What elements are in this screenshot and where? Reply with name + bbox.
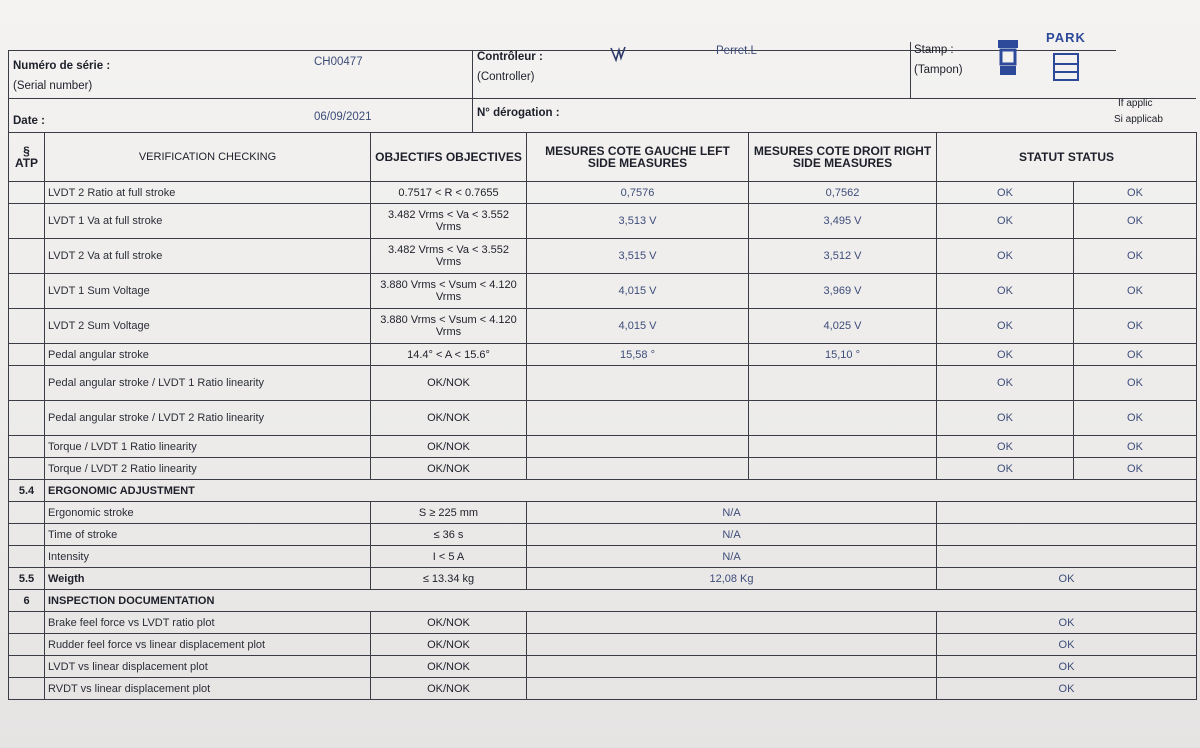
atp-cell — [9, 458, 45, 480]
controller-value: Perret.L — [716, 45, 757, 57]
stamp-label-fr: (Tampon) — [914, 64, 963, 76]
objective-cell: OK/NOK — [371, 612, 527, 634]
date-value: 06/09/2021 — [314, 111, 372, 123]
objective-cell: 3.880 Vrms < Vsum < 4.120 Vrms — [371, 309, 527, 344]
status-cell: OK — [937, 656, 1197, 678]
right-measure-cell: 3,495 V — [749, 204, 937, 239]
left-measure-cell — [527, 366, 749, 401]
table-header-row — [9, 133, 1197, 182]
atp-cell — [9, 344, 45, 366]
status-right-cell: OK — [1074, 436, 1197, 458]
atp-cell — [9, 678, 45, 700]
right-measure-cell — [749, 401, 937, 436]
measure-cell — [527, 634, 937, 656]
check-cell: Ergonomic stroke — [45, 502, 371, 524]
status-left-cell: OK — [937, 204, 1074, 239]
status-right-cell: OK — [1074, 458, 1197, 480]
status-right-cell: OK — [1074, 204, 1197, 239]
check-cell: Torque / LVDT 2 Ratio linearity — [45, 458, 371, 480]
header-divider-2 — [910, 42, 911, 98]
right-measure-cell — [749, 366, 937, 401]
objective-cell: OK/NOK — [371, 366, 527, 401]
col-header-atp: § ATP — [9, 133, 45, 182]
atp-cell — [9, 366, 45, 401]
check-cell: Time of stroke — [45, 524, 371, 546]
header-left-border — [8, 50, 9, 132]
controller-label-en: (Controller) — [477, 71, 535, 83]
table-row — [9, 502, 1197, 524]
objective-cell: S ≥ 225 mm — [371, 502, 527, 524]
atp-cell — [9, 182, 45, 204]
measure-cell — [527, 656, 937, 678]
objective-cell: OK/NOK — [371, 401, 527, 436]
section-title: ERGONOMIC ADJUSTMENT — [45, 480, 1197, 502]
right-measure-cell: 3,512 V — [749, 239, 937, 274]
check-cell: Torque / LVDT 1 Ratio linearity — [45, 436, 371, 458]
right-measure-cell: 4,025 V — [749, 309, 937, 344]
check-cell: LVDT 2 Va at full stroke — [45, 239, 371, 274]
measure-cell — [527, 678, 937, 700]
check-cell: Pedal angular stroke — [45, 344, 371, 366]
table-row — [9, 366, 1197, 401]
header-divider-1 — [472, 50, 473, 132]
col-header-left: MESURES COTE GAUCHE LEFT SIDE MEASURES — [527, 133, 749, 182]
table-row — [9, 239, 1197, 274]
table-row — [9, 204, 1197, 239]
objective-cell: OK/NOK — [371, 634, 527, 656]
objective-cell: 3.880 Vrms < Vsum < 4.120 Vrms — [371, 274, 527, 309]
objective-cell: 3.482 Vrms < Va < 3.552 Vrms — [371, 204, 527, 239]
table-row — [9, 436, 1197, 458]
objective-cell: OK/NOK — [371, 458, 527, 480]
table-row — [9, 612, 1197, 634]
status-cell: OK — [937, 612, 1197, 634]
status-right-cell: OK — [1074, 309, 1197, 344]
atp-cell — [9, 274, 45, 309]
objective-cell: 14.4° < A < 15.6° — [371, 344, 527, 366]
right-measure-cell — [749, 458, 937, 480]
section-row — [9, 480, 1197, 502]
left-measure-cell — [527, 401, 749, 436]
atp-cell — [9, 546, 45, 568]
table-row — [9, 678, 1197, 700]
check-cell: Intensity — [45, 546, 371, 568]
atp-cell — [9, 204, 45, 239]
if-applicable-note: If applic — [1118, 98, 1153, 109]
col-header-status: STATUT STATUS — [937, 133, 1197, 182]
status-left-cell: OK — [937, 344, 1074, 366]
atp-cell — [9, 634, 45, 656]
status-right-cell: OK — [1074, 344, 1197, 366]
check-cell: LVDT 1 Sum Voltage — [45, 274, 371, 309]
status-left-cell: OK — [937, 436, 1074, 458]
left-measure-cell: 4,015 V — [527, 309, 749, 344]
status-left-cell: OK — [937, 309, 1074, 344]
status-left-cell: OK — [937, 401, 1074, 436]
table-row — [9, 344, 1197, 366]
atp-cell — [9, 239, 45, 274]
check-cell: LVDT vs linear displacement plot — [45, 656, 371, 678]
status-right-cell: OK — [1074, 366, 1197, 401]
derogation-label: N° dérogation : — [477, 107, 560, 119]
col-header-objectives: OBJECTIFS OBJECTIVES — [371, 133, 527, 182]
status-right-cell: OK — [1074, 239, 1197, 274]
check-cell: LVDT 2 Sum Voltage — [45, 309, 371, 344]
objective-cell: 3.482 Vrms < Va < 3.552 Vrms — [371, 239, 527, 274]
measure-cell: N/A — [527, 546, 937, 568]
left-measure-cell: 15,58 ° — [527, 344, 749, 366]
left-measure-cell: 4,015 V — [527, 274, 749, 309]
status-right-cell: OK — [1074, 182, 1197, 204]
check-cell: LVDT 1 Va at full stroke — [45, 204, 371, 239]
section-number: 6 — [9, 590, 45, 612]
right-measure-cell — [749, 436, 937, 458]
check-cell: LVDT 2 Ratio at full stroke — [45, 182, 371, 204]
section-title: Weigth — [45, 568, 371, 590]
atp-cell — [9, 502, 45, 524]
table-row — [9, 182, 1197, 204]
status-left-cell: OK — [937, 366, 1074, 401]
measure-cell — [527, 612, 937, 634]
atp-cell — [9, 436, 45, 458]
status-cell: OK — [937, 678, 1197, 700]
status-left-cell: OK — [937, 274, 1074, 309]
serial-label-en: (Serial number) — [13, 80, 93, 92]
status-right-cell: OK — [1074, 274, 1197, 309]
status-cell: OK — [937, 568, 1197, 590]
atp-cell — [9, 309, 45, 344]
objective-cell: ≤ 36 s — [371, 524, 527, 546]
status-cell — [937, 546, 1197, 568]
section-row — [9, 590, 1197, 612]
table-row — [9, 524, 1197, 546]
check-cell: Pedal angular stroke / LVDT 1 Ratio linearity — [45, 366, 371, 401]
weight-row — [9, 568, 1197, 590]
measure-cell: N/A — [527, 502, 937, 524]
inspection-stamp — [996, 30, 1096, 100]
left-measure-cell — [527, 458, 749, 480]
serial-value: CH00477 — [314, 56, 363, 68]
left-measure-cell: 3,515 V — [527, 239, 749, 274]
status-left-cell: OK — [937, 182, 1074, 204]
stamp-park-text: PARK — [1046, 30, 1086, 45]
left-measure-cell: 3,513 V — [527, 204, 749, 239]
objective-cell: OK/NOK — [371, 678, 527, 700]
status-left-cell: OK — [937, 239, 1074, 274]
table-row — [9, 546, 1197, 568]
controller-label: Contrôleur : — [477, 51, 543, 63]
atp-cell — [9, 401, 45, 436]
objective-cell: OK/NOK — [371, 656, 527, 678]
status-cell — [937, 524, 1197, 546]
right-measure-cell: 15,10 ° — [749, 344, 937, 366]
objective-cell: I < 5 A — [371, 546, 527, 568]
objective-cell: 0.7517 < R < 0.7655 — [371, 182, 527, 204]
status-cell — [937, 502, 1197, 524]
table-row — [9, 274, 1197, 309]
objective-cell: OK/NOK — [371, 436, 527, 458]
status-right-cell: OK — [1074, 401, 1197, 436]
verification-table — [8, 132, 1197, 700]
col-header-right: MESURES COTE DROIT RIGHT SIDE MEASURES — [749, 133, 937, 182]
stamp-box-icon — [1048, 48, 1084, 84]
section-title: INSPECTION DOCUMENTATION — [45, 590, 1197, 612]
status-left-cell: OK — [937, 458, 1074, 480]
measure-cell: 12,08 Kg — [527, 568, 937, 590]
right-measure-cell: 0,7562 — [749, 182, 937, 204]
section-number: 5.5 — [9, 568, 45, 590]
atp-cell — [9, 656, 45, 678]
serial-label: Numéro de série : — [13, 60, 111, 72]
left-measure-cell — [527, 436, 749, 458]
table-row — [9, 309, 1197, 344]
si-applicable-note: Si applicab — [1114, 114, 1163, 125]
atp-cell — [9, 524, 45, 546]
stamp-figure-icon — [996, 38, 1020, 78]
stamp-label: Stamp : — [914, 44, 954, 56]
measure-cell: N/A — [527, 524, 937, 546]
section-number: 5.4 — [9, 480, 45, 502]
right-measure-cell: 3,969 V — [749, 274, 937, 309]
check-cell: Pedal angular stroke / LVDT 2 Ratio linearity — [45, 401, 371, 436]
objective-cell: ≤ 13.34 kg — [371, 568, 527, 590]
col-header-verification: VERIFICATION CHECKING — [45, 133, 371, 182]
table-row — [9, 656, 1197, 678]
table-row — [9, 634, 1197, 656]
atp-cell — [9, 612, 45, 634]
check-cell: Rudder feel force vs linear displacement plot — [45, 634, 371, 656]
table-row — [9, 458, 1197, 480]
left-measure-cell: 0,7576 — [527, 182, 749, 204]
signature-mark — [608, 44, 628, 64]
table-row — [9, 401, 1197, 436]
date-label: Date : — [13, 115, 45, 127]
check-cell: RVDT vs linear displacement plot — [45, 678, 371, 700]
status-cell: OK — [937, 634, 1197, 656]
check-cell: Brake feel force vs LVDT ratio plot — [45, 612, 371, 634]
